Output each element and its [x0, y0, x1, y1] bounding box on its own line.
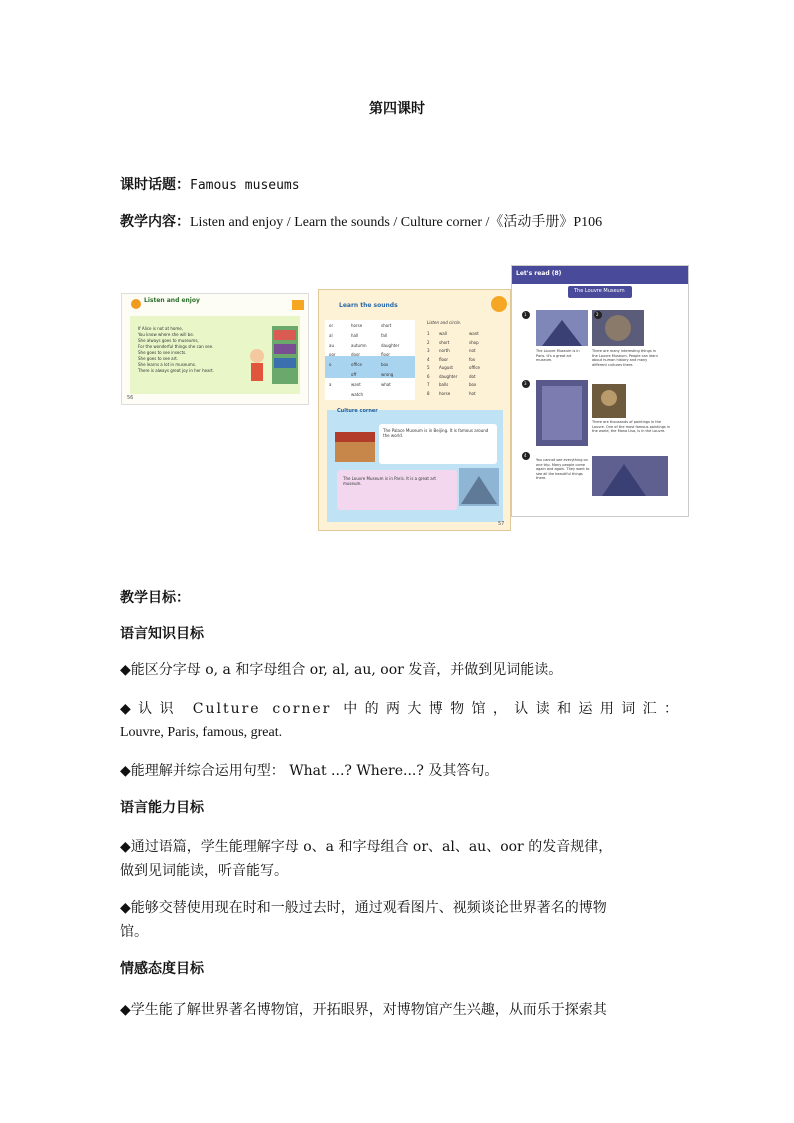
topic-label: 课时话题： — [120, 177, 190, 193]
ability-item-2: ◆能够交替使用现在时和一般过去时，通过观看图片、视频谈论世界著名的博物 — [120, 900, 607, 916]
listen-row: 8 horse hot — [427, 390, 476, 396]
lets-read-header: Let's read (8) — [516, 270, 562, 277]
poem-line: She always goes to museums, — [138, 338, 199, 343]
sound-row: a want what — [329, 381, 391, 387]
page-title: 第四课时 — [369, 101, 425, 117]
listen-row: 1 wall want — [427, 331, 479, 336]
knowledge-item-2: ◆认识 Culture corner 中的两大博物馆，认读和运用词汇： — [120, 701, 680, 717]
knowledge-item-1: ◆能区分字母 o, a 和字母组合 or, al, au, oor 发音，并做到见词能读。 — [120, 662, 563, 678]
poem-line: She goes to see insects. — [138, 350, 187, 355]
listen-enjoy-header: Listen and enjoy — [144, 297, 200, 304]
sounds-table — [329, 321, 399, 399]
emotion-item-1: ◆学生能了解世界著名博物馆，开拓眼界，对博物馆产生兴趣，从而乐于探索其 — [120, 1002, 607, 1018]
caption-3: There are thousands of paintings in the Louvre. One of the most famous paintings in the world, the Mona Lisa, is in the Louvre. — [592, 420, 671, 433]
sound-row: or horse short — [329, 323, 392, 328]
listen-circle-list — [427, 330, 480, 398]
listen-circle-title: Listen and circle. — [427, 320, 462, 325]
listen-row: 7 balls box — [427, 382, 477, 387]
lets-read-subtitle: The Louvre Museum — [574, 288, 625, 294]
step-number: 4 — [524, 453, 527, 458]
poem-line: You know where she will be. — [138, 332, 195, 337]
ability-item-2-cont: 馆。 — [120, 924, 148, 940]
poem-line: She goes to see art. — [138, 356, 179, 361]
topic-line — [120, 173, 680, 198]
caption-2: There are many interesting things in the Louvre Museum. People can learn about human history and many different cultures there. — [592, 349, 658, 367]
ability-item-1-cont: 做到见词能读，听音能写。 — [120, 863, 288, 879]
page-number: 56 — [127, 395, 134, 401]
listen-row: 3 north not — [427, 348, 476, 353]
sound-row: au autumn daughter — [329, 342, 400, 348]
caption-4: You cannot see everything on one trip. Many people come again and again. They want to see all the beautiful things there. — [536, 458, 590, 480]
caption-1: The Louvre Museum is in Paris. It's a great art museum. — [536, 349, 580, 362]
ability-heading: 语言能力目标 — [120, 800, 204, 816]
content-label: 教学内容： — [120, 214, 190, 230]
sound-row: watch — [351, 391, 364, 397]
sound-row: o office box — [329, 362, 389, 368]
louvre-caption: The Louvre Museum is in Paris. It is a great art museum. — [343, 476, 436, 486]
listen-row: 6 daughter dot — [427, 373, 476, 379]
knowledge-item-2-vocab: Louvre, Paris, famous, great. — [120, 725, 283, 740]
palace-caption: The Palace Museum is in Beijing. It is famous around the world. — [383, 428, 489, 438]
learn-sounds-image — [318, 289, 511, 531]
listen-row: 2 short shop — [427, 339, 479, 345]
listen-row: 4 floor fox — [427, 356, 476, 362]
sound-row: al hall fall — [329, 332, 388, 338]
step-number: 1 — [524, 312, 527, 317]
listen-row: 5 August office — [427, 365, 480, 370]
poem-lines — [138, 326, 214, 374]
sound-row: oor door floor — [329, 352, 391, 358]
sound-row: off wrong — [351, 371, 394, 377]
knowledge-item-3: ◆能理解并综合运用句型： What ...? Where...? 及其答句。 — [120, 763, 499, 779]
step-number: 3 — [524, 381, 527, 386]
content-value: Listen and enjoy / Learn the sounds / Culture corner /《活动手册》P106 — [190, 215, 603, 230]
poem-line: For the wonderful things she can see. — [138, 344, 214, 349]
poem-line: There is always great joy in her heart. — [138, 368, 215, 373]
emotion-heading: 情感态度目标 — [120, 961, 204, 977]
poem-line: She learns a lot in museums. — [138, 362, 197, 367]
lets-read-image — [511, 265, 689, 517]
step-number: 2 — [596, 312, 599, 317]
knowledge-heading: 语言知识目标 — [120, 626, 204, 642]
ability-item-1: ◆通过语篇，学生能理解字母 o、a 和字母组合 or、al、au、oor 的发音规律， — [120, 839, 613, 855]
topic-value: Famous museums — [190, 178, 300, 193]
listen-enjoy-image — [121, 293, 309, 405]
goals-heading: 教学目标： — [120, 590, 190, 606]
culture-corner-header: Culture corner — [337, 408, 378, 414]
page-number: 57 — [498, 521, 505, 527]
poem-line: If Alice is not at home, — [138, 326, 183, 331]
learn-sounds-header: Learn the sounds — [339, 302, 398, 309]
content-line — [120, 210, 680, 235]
